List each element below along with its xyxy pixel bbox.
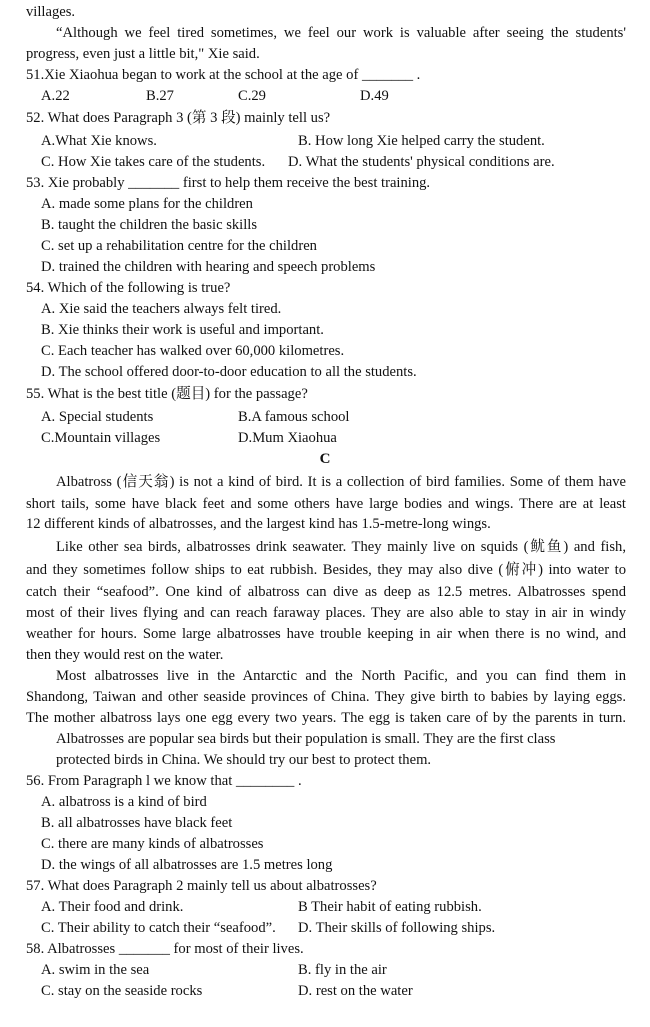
question-53: 53. Xie probably _______ first to help them receive the best training.	[26, 175, 431, 191]
passage-line: then they would rest on the water.	[26, 647, 224, 663]
question-55-options	[0, 407, 650, 428]
option-c: C.29	[238, 88, 266, 104]
question-51: 51.Xie Xiaohua began to work at the school at the age of _______ .	[26, 67, 421, 83]
option-line: A. Xie said the teachers always felt tired.	[41, 301, 282, 317]
option-line: C. Each teacher has walked over 60,000 kilometres.	[41, 343, 345, 359]
question-51-options	[0, 86, 650, 107]
passage-line: weather for hours. Some large albatrosses have trouble keeping in air when there is no wind, and	[26, 626, 626, 642]
option-c: C. How Xie takes care of the students.	[41, 154, 266, 170]
option-line: D. the wings of all albatrosses are 1.5 metres long	[41, 857, 333, 873]
option-line: A. made some plans for the children	[41, 196, 253, 212]
question-56: 56. From Paragraph l we know that ________ .	[26, 773, 302, 789]
question-52-options	[0, 131, 650, 152]
passage-line: short tails, some have black feet and some others have large bodies and wings. There are at least	[26, 496, 626, 512]
text-line: “Although we feel tired sometimes, we feel our work is valuable after seeing the students'	[56, 25, 626, 41]
question-58: 58. Albatrosses _______ for most of their lives.	[26, 941, 304, 957]
option-d: D.49	[360, 88, 389, 104]
question-54: 54. Which of the following is true?	[26, 280, 231, 296]
option-b: B Their habit of eating rubbish.	[298, 899, 482, 915]
question-58-options	[0, 960, 650, 981]
option-a: A.What Xie knows.	[41, 133, 157, 149]
option-a: A.22	[41, 88, 70, 104]
option-b: B. fly in the air	[298, 962, 387, 978]
option-d: D. rest on the water	[298, 983, 413, 999]
option-d: D. Their skills of following ships.	[298, 920, 496, 936]
question-52-options	[0, 152, 650, 173]
option-d: D. What the students' physical conditions are.	[288, 154, 555, 170]
option-d: D.Mum Xiaohua	[238, 430, 337, 446]
option-line: B. all albatrosses have black feet	[41, 815, 233, 831]
passage-line: Shandong, Taiwan and other seaside provinces of China. They give birth to babies by laying eggs.	[26, 689, 626, 705]
option-line: C. there are many kinds of albatrosses	[41, 836, 264, 852]
passage-line: Like other sea birds, albatrosses drink seawater. They mainly live on squids (鱿鱼) and fish,	[56, 539, 626, 555]
option-b: B.A famous school	[238, 409, 350, 425]
option-b: B. How long Xie helped carry the student.	[298, 133, 545, 149]
option-a: A. Special students	[41, 409, 154, 425]
passage-line: catch their “seafood”. One kind of albatross can dive as deep as 12.5 metres. Albatrosses spend	[26, 584, 626, 600]
text-line: progress, even just a little bit," Xie said.	[26, 46, 260, 62]
question-57-options	[0, 918, 650, 939]
passage-line: Most albatrosses live in the Antarctic and the North Pacific, and you can find them in	[56, 668, 626, 684]
option-line: A. albatross is a kind of bird	[41, 794, 207, 810]
passage-line: 12 different kinds of albatrosses, and the largest kind has 1.5-metre-long wings.	[26, 516, 491, 532]
text-line: villages.	[26, 4, 76, 20]
question-55: 55. What is the best title (题目) for the passage?	[26, 386, 308, 402]
option-line: D. The school offered door-to-door education to all the students.	[41, 364, 417, 380]
option-c: C.Mountain villages	[41, 430, 161, 446]
passage-line: Albatrosses are popular sea birds but their population is small. They are the first class	[56, 731, 556, 747]
option-a: A. Their food and drink.	[41, 899, 184, 915]
option-line: C. set up a rehabilitation centre for the children	[41, 238, 317, 254]
question-52: 52. What does Paragraph 3 (第 3 段) mainly tell us?	[26, 110, 331, 126]
option-c: C. Their ability to catch their “seafood”.	[41, 920, 276, 936]
option-c: C. stay on the seaside rocks	[41, 983, 203, 999]
passage-line: most of their lives flying and can reach faraway places. They are also able to stay in air in windy	[26, 605, 626, 621]
option-a: A. swim in the sea	[41, 962, 150, 978]
option-line: D. trained the children with hearing and speech problems	[41, 259, 376, 275]
question-57-options	[0, 897, 650, 918]
question-55-options	[0, 428, 650, 449]
passage-line: The mother albatross lays one egg every two years. The egg is taken care of by the parents in turn.	[26, 710, 626, 726]
passage-line: protected birds in China. We should try our best to protect them.	[56, 752, 432, 768]
option-line: B. Xie thinks their work is useful and important.	[41, 322, 324, 338]
option-b: B.27	[146, 88, 174, 104]
option-line: B. taught the children the basic skills	[41, 217, 258, 233]
question-58-options	[0, 981, 650, 1002]
question-57: 57. What does Paragraph 2 mainly tell us about albatrosses?	[26, 878, 377, 894]
passage-line: Albatross (信天翁) is not a kind of bird. It is a collection of bird families. Some of them have	[56, 474, 626, 490]
section-heading: C	[319, 451, 331, 467]
passage-line: and they sometimes follow ships to eat rubbish. Besides, they may also dive (俯冲) into water to	[26, 562, 626, 578]
